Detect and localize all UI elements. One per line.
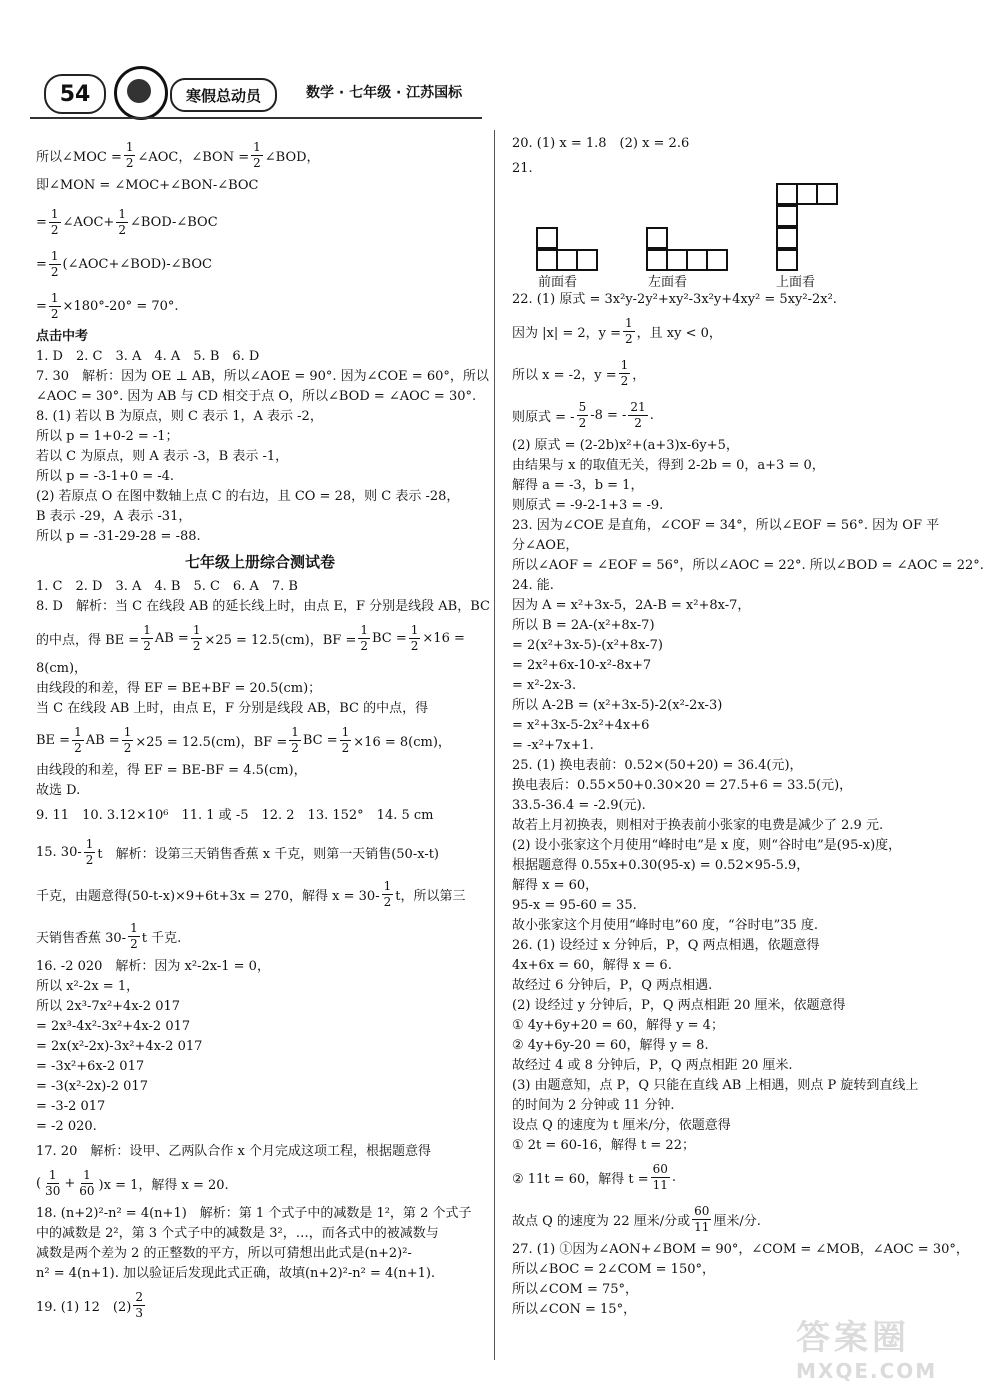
line: 则原式 = -9-2-1+3 = -9. [512,498,664,513]
line: 所以 p = -3-1+0 = -4. [36,469,175,484]
left-column [36,134,490,1326]
left-view-figure [646,227,730,271]
line: 所以 B = 2A-(x²+8x-7) [512,618,655,633]
exam-title: 七年级上册综合测试卷 [184,553,335,571]
bird-logo-icon [114,66,168,120]
line: 的时间为 2 分钟或 11 分钟. [512,1098,675,1113]
line: 17. 20 解析：设甲、乙两队合作 x 个月完成这项工程，根据题意得 [36,1144,431,1159]
line: (2) 原式 = (2-2b)x²+(a+3)x-6y+5， [512,438,739,453]
view-label-front: 前面看 [538,275,578,290]
line: ② 4y+6y-20 = 60，解得 y = 8. [512,1038,709,1053]
watermark-url: MXQE.COM [796,1359,938,1383]
book-title: 寒假总动员 [170,78,277,112]
line: 由线段的和差，得 EF = BE-BF = 4.5(cm)， [36,763,307,778]
line: 8. (1) 若以 B 为原点，则 C 表示 1，A 表示 -2， [36,409,323,424]
line: 由线段的和差，得 EF = BE+BF = 20.5(cm)； [36,681,322,696]
line: 换电表后：0.55×50+0.30×20 = 27.5+6 = 33.5(元)， [512,778,853,793]
top-view-figure [776,183,840,271]
line: 18. (n+2)²-n² = 4(n+1) 解析：第 1 个式子中的减数是 1²，第 2 个式子 [36,1206,472,1221]
line: ① 4y+6y+20 = 60，解得 y = 4； [512,1018,724,1033]
line: 解得 x = 60， [512,878,599,893]
line: 则原式 = - $\frac{5}{2}$ -8 = - $\frac{21}{2}$ . [512,399,654,430]
line: 所以∠AOF = ∠EOF = 56°，所以∠AOC = 22°. 所以∠BOD = ∠AOC = 22°. [512,558,984,573]
line: 所以∠BOC = 2∠COM = 150°， [512,1262,715,1277]
line: ( $\frac{1}{30}$ + $\frac{1}{60}$ )x = 1，解得 x = 20. [36,1167,229,1198]
line: = 2(x²+3x-5)-(x²+8x-7) [512,638,663,653]
view-label-left: 左面看 [648,275,688,290]
line: 因为 |x| = 2，y = $\frac{1}{2}$ ，且 xy < 0， [512,315,722,346]
line: ① 2t = 60-16，解得 t = 22； [512,1138,695,1153]
line: 25. (1) 换电表前：0.52×(50+20) = 36.4(元)， [512,758,803,773]
line: = -3(x²-2x)-2 017 [36,1079,148,1094]
line: 26. (1) 设经过 x 分钟后，P，Q 两点相遇，依题意得 [512,938,820,953]
line: = -3-2 017 [36,1099,106,1114]
line: 故经过 4 或 8 分钟后，P，Q 两点相距 20 厘米. [512,1058,793,1073]
watermark-title: 答案圈 [796,1318,910,1358]
line: B 表示 -29，A 表示 -31， [36,509,192,524]
line: 24. 能. [512,578,554,593]
line: 当 C 在线段 AB 上时，由点 E，F 分别是线段 AB，BC 的中点，得 [36,701,429,716]
line: 9. 11 10. 3.12×10⁶ 11. 1 或 -5 12. 2 13. 152° 14. 5 cm [36,808,434,823]
line: ② 11t = 60，解得 t = $\frac{60}{11}$ . [512,1161,677,1192]
line: 20. (1) x = 1.8 (2) x = 2.6 [512,136,690,151]
line: 的中点，得 BE = $\frac{1}{2}$ AB = $\frac{1}{2}$ ×25 = 12.5(cm)，BF = $\frac{1}{2}$ BC = $\frac{1}{2}$ ×16 = [36,622,465,653]
line: = 2x²+6x-10-x²-8x+7 [512,658,652,673]
line: 因为 A = x²+3x-5，2A-B = x²+8x-7， [512,598,751,613]
line: = $\frac{1}{2}$ (∠AOC+∠BOD)-∠BOC [36,248,212,279]
line: ∠AOC = 30°. 因为 AB 与 CD 相交于点 O，所以∠BOD = ∠AOC = 30°. [36,389,477,404]
section-heading: 点击中考 [36,329,89,344]
line: 分∠AOE， [512,538,579,553]
line: 所以∠MOC = $\frac{1}{2}$ ∠AOC，∠BON = $\frac{1}{2}$ ∠BOD， [36,139,320,170]
line: = -2 020. [36,1119,97,1134]
line: 27. (1) ①因为∠AON+∠BOM = 90°，∠COM = ∠MOB，∠AOC = 30°， [512,1242,969,1257]
line: 1. D 2. C 3. A 4. A 5. B 6. D [36,349,260,364]
line: 16. -2 020 解析：因为 x²-2x-1 = 0， [36,959,270,974]
line: 由结果与 x 的取值无关，得到 2-2b = 0，a+3 = 0， [512,458,825,473]
line: (2) 若原点 O 在图中数轴上点 C 的右边，且 CO = 28，则 C 表示 -28， [36,489,460,504]
header-rule [30,117,482,119]
line: 天销售香蕉 30- $\frac{1}{2}$ t 千克. [36,920,182,951]
line: = x²-2x-3. [512,678,577,693]
line: 设点 Q 的速度为 t 厘米/分，依题意得 [512,1118,731,1133]
line: = 2x(x²-2x)-3x²+4x-2 017 [36,1039,203,1054]
line: 故经过 6 分钟后，P，Q 两点相遇. [512,978,713,993]
line: 所以 x²-2x = 1， [36,979,140,994]
column-divider [494,130,495,1360]
line: 减数是两个差为 2 的正整数的平方，所以可猜想出此式是(n+2)²- [36,1246,412,1261]
line: 7. 30 解析：因为 OE ⊥ AB，所以∠AOE = 90°. 因为∠COE = 60°，所以 [36,369,489,384]
front-view-figure [536,227,600,271]
line: 千克，由题意得(50-t-x)×9+6t+3x = 270，解得 x = 30- $\frac{1}{2}$ t，所以第三 [36,878,466,909]
line: (2) 设经过 y 分钟后，P，Q 两点相距 20 厘米，依题意得 [512,998,846,1013]
line: 解得 a = -3，b = 1， [512,478,644,493]
line: = $\frac{1}{2}$ ∠AOC+ $\frac{1}{2}$ ∠BOD-∠BOC [36,206,218,237]
line: BE = $\frac{1}{2}$ AB = $\frac{1}{2}$ ×25 = 12.5(cm)，BF = $\frac{1}{2}$ BC = $\frac{1}{2}$ ×16 = 8(cm)， [36,724,451,755]
line: 8. D 解析：当 C 在线段 AB 的延长线上时，由点 E，F 分别是线段 AB，BC [36,599,490,614]
watermark [796,1310,976,1383]
page-header [30,74,484,114]
line: (2) 设小张家这个月使用“峰时电”是 x 度，则“谷时电”是(95-x)度， [512,838,902,853]
line: 故选 D. [36,783,81,798]
subject-label: 数学 · 七年级 · 江苏国标 [306,85,463,101]
line: = x²+3x-5-2x²+4x+6 [512,718,650,733]
line: = -x²+7x+1. [512,738,594,753]
right-column [512,134,984,1320]
line: = $\frac{1}{2}$ ×180°-20° = 70°. [36,290,179,321]
view-labels [538,271,964,290]
line: 4x+6x = 60，解得 x = 6. [512,958,672,973]
line: 1. C 2. D 3. A 4. B 5. C 6. A 7. B [36,579,298,594]
line: 所以∠CON = 15°， [512,1302,637,1317]
line: 所以 A-2B = (x²+3x-5)-2(x²-2x-3) [512,698,723,713]
line: 95-x = 95-60 = 35. [512,898,637,913]
three-views-figure [536,179,964,271]
line: 21. [512,161,533,176]
line: 根据题意得 0.55x+0.30(95-x) = 0.52×95-5.9， [512,858,810,873]
line: 22. (1) 原式 = 3x²y-2y²+xy²-3x²y+4xy² = 5xy²-2x². [512,292,837,307]
line: 故小张家这个月使用“峰时电”60 度，“谷时电”35 度. [512,918,819,933]
line: 所以∠COM = 75°， [512,1282,639,1297]
line: = -3x²+6x-2 017 [36,1059,145,1074]
line: = 2x³-4x²-3x²+4x-2 017 [36,1019,191,1034]
line: 即∠MON = ∠MOC+∠BON-∠BOC [36,178,259,193]
line: 故若上月初换表，则相对于换表前小张家的电费是减少了 2.9 元. [512,818,884,833]
view-label-top: 上面看 [776,275,816,290]
line: 19. (1) 12 (2) $\frac{2}{3}$ [36,1289,143,1320]
line: 所以 p = -31-29-28 = -88. [36,529,201,544]
line: 33.5-36.4 = -2.9(元). [512,798,646,813]
line: n² = 4(n+1). 加以验证后发现此式正确，故填(n+2)²-n² = 4(n+1). [36,1266,436,1281]
line: 故点 Q 的速度为 22 厘米/分或 $\frac{60}{11}$ 厘米/分. [512,1203,761,1234]
line: 23. 因为∠COE 是直角，∠COF = 34°，所以∠EOF = 56°. 因为 OF 平 [512,518,940,533]
line: 所以 2x³-7x²+4x-2 017 [36,999,181,1014]
line: 所以 x = -2，y = $\frac{1}{2}$ ， [512,357,646,388]
line: 所以 p = 1+0-2 = -1； [36,429,179,444]
line: 中的减数是 2²，第 3 个式子中的减数是 3²，…，而各式中的被减数与 [36,1226,439,1241]
line: 若以 C 为原点，则 A 表示 -3，B 表示 -1， [36,449,289,464]
line: 15. 30- $\frac{1}{2}$ t 解析：设第三天销售香蕉 x 千克，则第一天销售(50-x-t) [36,836,440,867]
page-number: 54 [44,74,106,114]
line: (3) 由题意知，点 P，Q 只能在直线 AB 上相遇，则点 P 旋转到直线上 [512,1078,919,1093]
line: 8(cm)， [36,661,88,676]
